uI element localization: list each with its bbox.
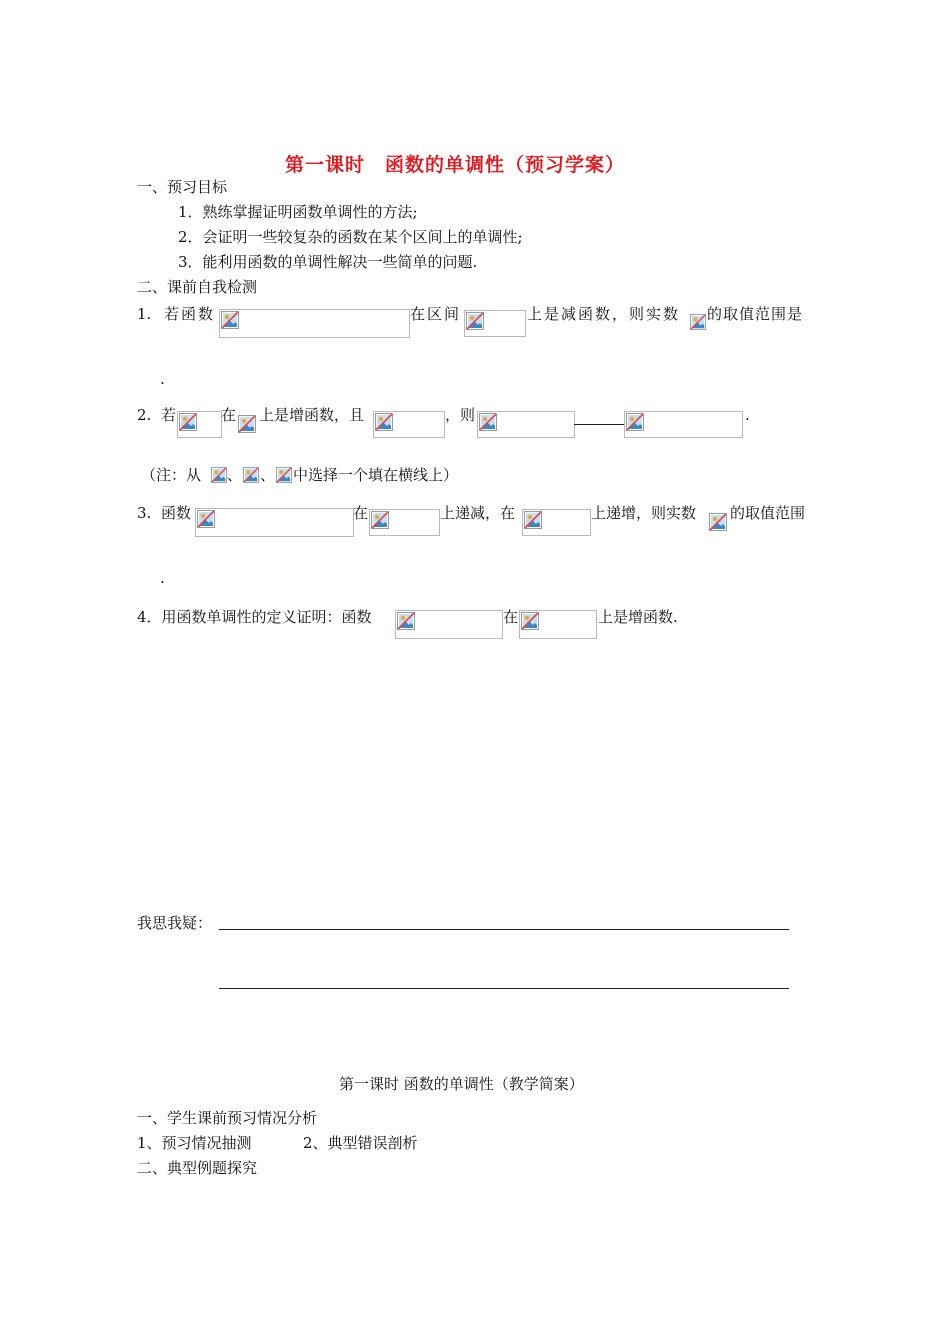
broken-image-icon [690,314,706,330]
note-text-a: （注：从 [141,466,202,484]
broken-image-icon [397,612,415,630]
teaching-heading-analysis: 一、学生课前预习情况分析 [137,1109,318,1127]
note-separator: 、 [227,466,243,484]
broken-image-icon [626,413,644,431]
formula-image-placeholder [219,309,410,338]
section-heading-goals: 一、预习目标 [137,178,228,196]
formula-image-placeholder [522,509,591,536]
broken-image-icon [371,511,389,529]
q4-text-c: 上是增函数. [598,608,678,626]
goal-item: 1．熟练掌握证明函数单调性的方法; [178,203,418,221]
formula-image-placeholder [464,310,526,337]
goal-item: 3．能利用函数的单调性解决一些简单的问题. [178,253,478,271]
q3-text-c: 上递减，在 [440,504,516,522]
section-heading-selftest: 二、课前自我检测 [137,278,258,296]
formula-image-placeholder [477,411,575,438]
q3-text-b: 在 [353,504,369,522]
q3-text-e: 的取值范围 [730,504,806,522]
broken-image-icon [221,311,239,329]
broken-image-icon [375,413,393,431]
note-separator: 、 [260,466,276,484]
answer-blank-line [219,929,789,930]
broken-image-icon [211,467,227,483]
q1-text-c: 上是减函数，则实数 [527,305,681,323]
formula-image-placeholder [177,411,222,438]
broken-image-icon [466,312,484,330]
q3-text-a: 函数 [161,504,192,522]
answer-blank-line [574,424,624,425]
teaching-heading-examples: 二、典型例题探究 [137,1159,258,1177]
q1-text-b: 在区间 [410,305,462,323]
q4-text-a: 4．用函数单调性的定义证明：函数 [137,608,372,626]
broken-image-icon [179,413,197,431]
q2-end: . [745,406,750,424]
formula-image-placeholder [369,509,440,536]
q3-text-d: 上递增，则实数 [591,504,697,522]
formula-image-placeholder [395,610,503,639]
q2-text-c: 上是增函数，且 [259,406,365,424]
q2-text-b: 在 [221,406,237,424]
reflection-label: 我思我疑： [137,914,213,932]
formula-image-placeholder [624,411,743,438]
broken-image-icon [479,413,497,431]
teaching-title: 第一课时 函数的单调性（教学简案） [339,1075,584,1093]
goal-item: 2．会证明一些较复杂的函数在某个区间上的单调性; [178,228,523,246]
broken-image-icon [243,467,259,483]
broken-image-icon [197,510,215,528]
teaching-item: 2、典型错误剖析 [303,1134,418,1152]
formula-image-placeholder [373,411,445,438]
page-title: 第一课时 函数的单调性（预习学案） [285,154,626,176]
broken-image-icon [709,513,727,531]
formula-image-placeholder [519,610,597,639]
broken-image-icon [238,415,256,433]
formula-image-placeholder [195,508,354,537]
q2-text-a: 若 [161,406,177,424]
question-number: 3. [137,504,152,522]
broken-image-icon [521,612,539,630]
teaching-item: 1、预习情况抽测 [137,1134,252,1152]
answer-blank-line [219,988,789,989]
question-number: 2. [137,406,152,424]
note-text-b: 中选择一个填在横线上） [293,466,459,484]
q1-text-a: 若函数 [164,305,216,323]
q2-text-d: ，则 [445,406,476,424]
q4-text-b: 在 [503,608,519,626]
question-number: 1. [137,305,152,323]
q1-text-d: 的取值范围是 [707,305,804,323]
q1-end: . [160,370,165,388]
broken-image-icon [276,467,292,483]
q3-end: . [160,569,165,587]
broken-image-icon [524,511,542,529]
